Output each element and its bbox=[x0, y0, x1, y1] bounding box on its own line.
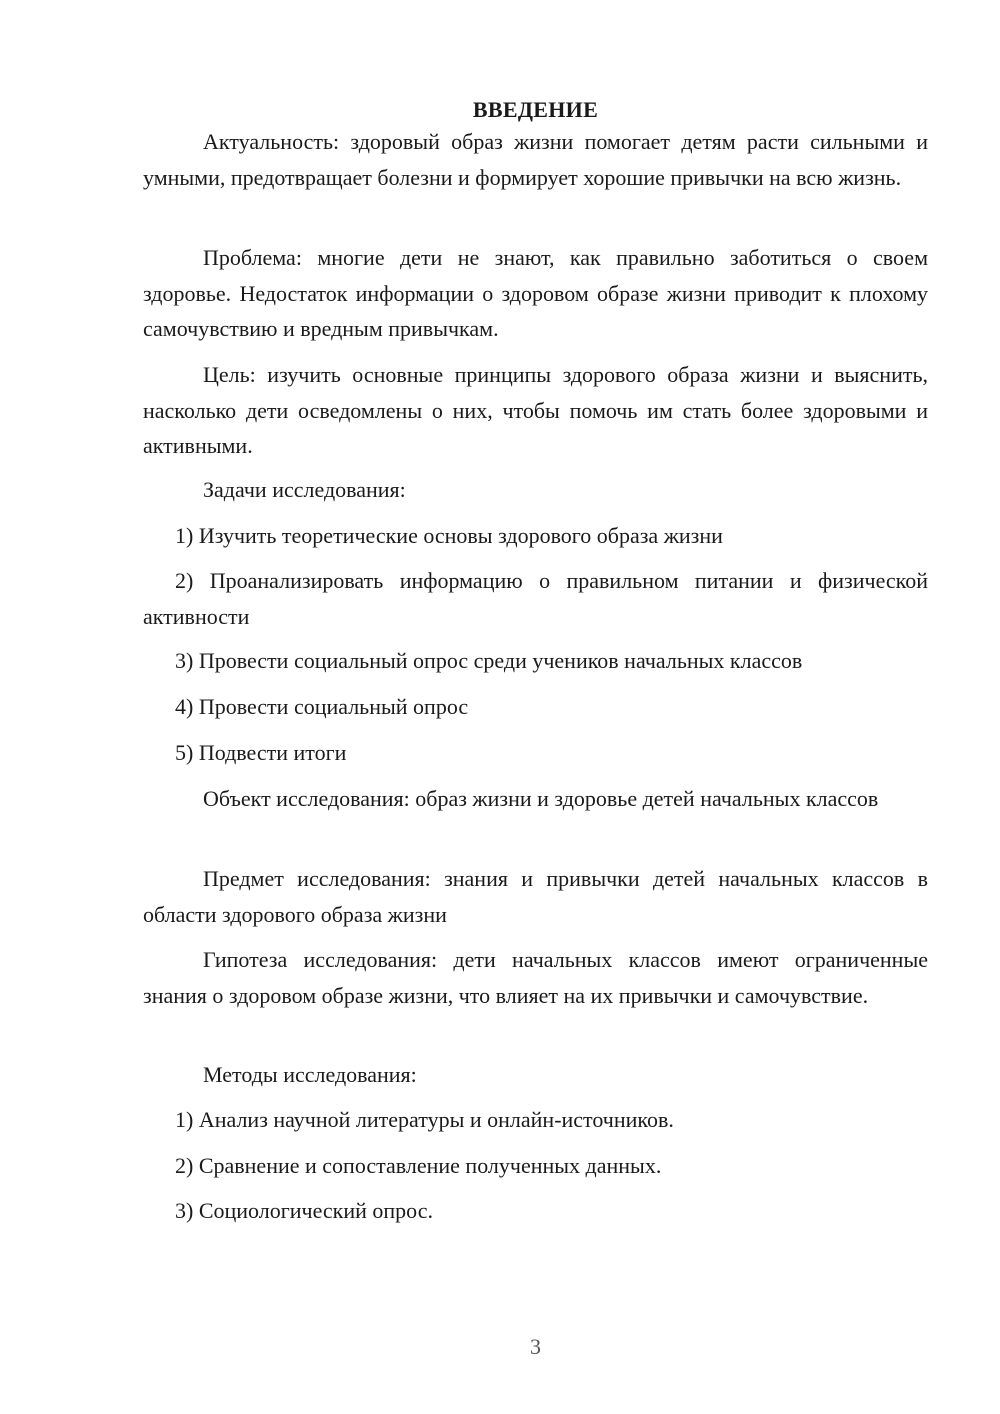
goal-paragraph: Цель: изучить основные принципы здорового образа жизни и выяснить, насколько дети осведомлены о них, чтобы помочь им стать более здоровыми и активными. bbox=[143, 362, 928, 458]
methods-heading: Методы исследования: bbox=[203, 1062, 417, 1087]
method-item: 2) Сравнение и сопоставление полученных данных. bbox=[175, 1153, 662, 1178]
tasks-heading: Задачи исследования: bbox=[203, 477, 406, 502]
section-title: ВВЕДЕНИЕ bbox=[472, 97, 599, 122]
task-item: 2) Проанализировать информацию о правильном питании и физической активности bbox=[143, 568, 928, 629]
subject-paragraph: Предмет исследования: знания и привычки детей начальных классов в области здорового образа жизни bbox=[143, 866, 928, 927]
method-item: 3) Социологический опрос. bbox=[175, 1198, 433, 1223]
object-paragraph: Объект исследования: образ жизни и здоровье детей начальных классов bbox=[203, 786, 879, 811]
hypothesis-paragraph: Гипотеза исследования: дети начальных классов имеют ограниченные знания о здоровом образе жизни, что влияет на их привычки и самочувствие. bbox=[143, 947, 928, 1008]
page-number: 3 bbox=[530, 1334, 541, 1359]
task-item: 4) Провести социальный опрос bbox=[175, 694, 469, 719]
relevance-paragraph: Актуальность: здоровый образ жизни помогает детям расти сильными и умными, предотвращает болезни и формирует хорошие привычки на всю жизнь. bbox=[143, 129, 928, 190]
task-item: 5) Подвести итоги bbox=[175, 740, 347, 765]
task-item: 1) Изучить теоретические основы здорового образа жизни bbox=[175, 523, 723, 548]
problem-paragraph: Проблема: многие дети не знают, как правильно заботиться о своем здоровье. Недостаток информации о здоровом образе жизни приводит к плохому самочувствию и вредным привычкам. bbox=[143, 245, 928, 341]
method-item: 1) Анализ научной литературы и онлайн-источников. bbox=[175, 1107, 674, 1132]
task-item: 3) Провести социальный опрос среди учеников начальных классов bbox=[175, 648, 803, 673]
document-page bbox=[143, 0, 928, 1414]
